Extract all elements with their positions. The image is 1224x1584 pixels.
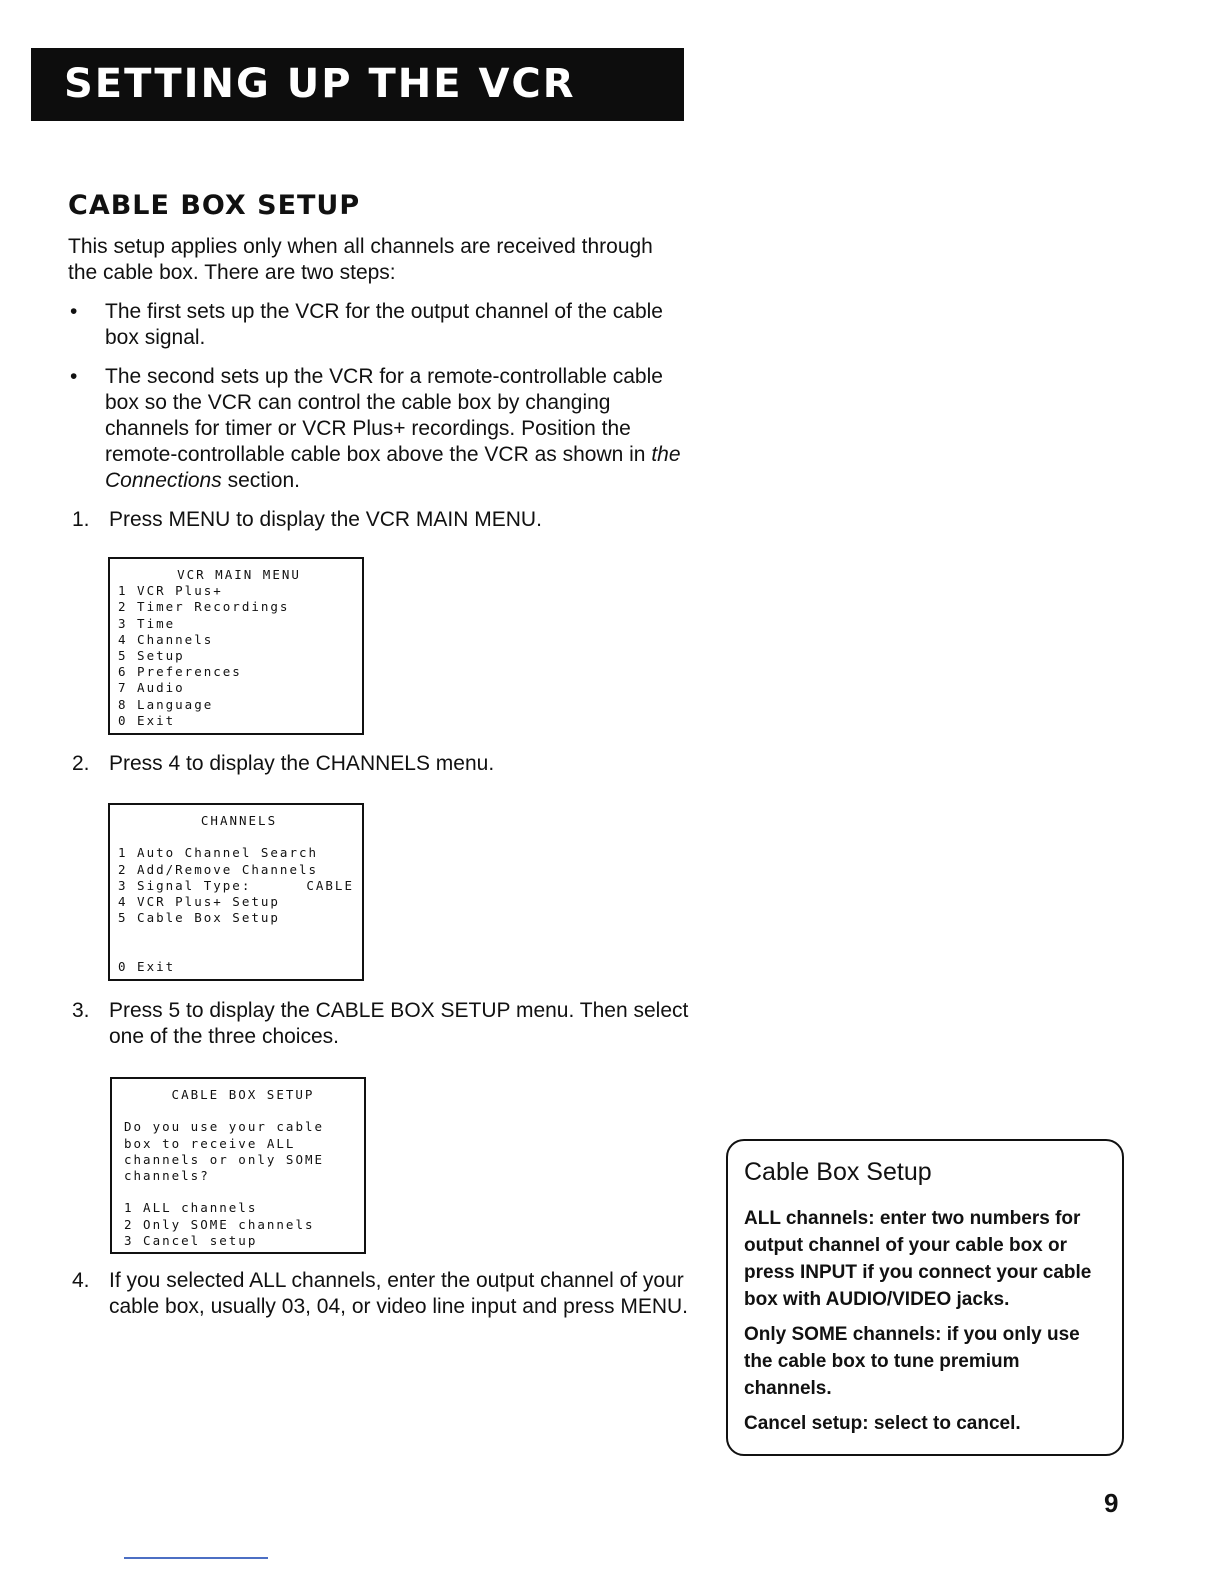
menu-item: 4 VCR Plus+ Setup [118, 894, 280, 909]
sidebar-paragraph: Only SOME channels: if you only use the cable box to tune premium channels. [744, 1324, 1080, 1399]
bullet-text [105, 364, 688, 494]
menu-item: 6 Preferences [118, 664, 242, 680]
step-3 [72, 998, 702, 1050]
step-number: 3. [72, 999, 90, 1022]
page-banner: SETTING UP THE VCR [31, 48, 684, 121]
menu-item: 1 VCR Plus+ [118, 583, 223, 599]
signal-type-label: 3 Signal Type: [118, 877, 252, 893]
cable-box-setup-screen [110, 1077, 366, 1254]
signal-type-value: CABLE [306, 877, 354, 893]
menu-item: 4 Channels [118, 631, 214, 647]
menu-option: 1 ALL channels [124, 1200, 258, 1216]
bullet-text: The first sets up the VCR for the output channel of the cable box signal. [105, 300, 663, 349]
menu-item: 2 Add/Remove Channels [118, 861, 319, 877]
menu-exit: 0 Exit [118, 958, 176, 974]
menu-question: Do you use your cable [124, 1119, 325, 1135]
page-number: 9 [1104, 1488, 1119, 1518]
menu-item: 2 Timer Recordings [118, 599, 290, 615]
step-text: Press MENU to display the VCR MAIN MENU. [109, 508, 542, 531]
bullet-item [68, 299, 688, 351]
menu-question: channels? [124, 1168, 210, 1183]
menu-title: CHANNELS [200, 813, 278, 828]
step-2 [72, 751, 702, 777]
menu-question: channels or only SOME [124, 1151, 325, 1167]
menu-item: 0 Exit [118, 712, 176, 728]
menu-option: 3 Cancel setup [124, 1232, 258, 1248]
bullet-dot-icon: • [70, 300, 78, 323]
vcr-main-menu-screen [108, 557, 364, 735]
bullet-text-end: section. [221, 469, 300, 492]
menu-item: 3 Time [118, 615, 176, 631]
bullet-dot-icon: • [70, 365, 78, 388]
sidebar-paragraph: Cancel setup: select to cancel. [744, 1413, 1021, 1434]
menu-item: 8 Language [118, 696, 214, 712]
menu-item: 7 Audio [118, 680, 185, 696]
step-number: 4. [72, 1269, 90, 1292]
menu-item: 1 Auto Channel Search [118, 845, 319, 861]
channels-menu-screen [108, 803, 364, 981]
menu-title: CABLE BOX SETUP [171, 1087, 315, 1102]
menu-item [118, 878, 354, 894]
intro-paragraph: This setup applies only when all channels are received through the cable box. There are two steps: [68, 235, 653, 284]
step-text: If you selected ALL channels, enter the output channel of your cable box, usually 03, 04, or video line input and press MENU. [109, 1269, 688, 1318]
menu-question: box to receive ALL [124, 1135, 296, 1151]
step-number: 1. [72, 508, 90, 531]
step-text: Press 5 to display the CABLE BOX SETUP menu. Then select one of the three choices. [109, 999, 689, 1048]
bullet-text-start: The second sets up the VCR for a remote-controllable cable box so the VCR can control the cable box by changing channels for timer or VCR Plus+ recordings. Position the remote-controllable cable box above the VCR as shown in [105, 365, 663, 466]
divider [124, 1557, 268, 1559]
connections-reference: the Connections [105, 443, 681, 492]
cable-box-setup-sidebar [726, 1139, 1124, 1456]
menu-option: 2 Only SOME channels [124, 1216, 315, 1232]
step-1 [72, 507, 702, 533]
step-4 [72, 1268, 702, 1320]
menu-title: VCR MAIN MENU [177, 567, 301, 582]
sidebar-paragraph: ALL channels: enter two numbers for output channel of your cable box or press INPUT if you connect your cable box with AUDIO/VIDEO jacks. [744, 1208, 1092, 1310]
menu-item: 5 Cable Box Setup [118, 910, 280, 926]
step-text: Press 4 to display the CHANNELS menu. [109, 752, 495, 775]
section-heading: CABLE BOX SETUP [68, 190, 361, 221]
step-number: 2. [72, 752, 90, 775]
sidebar-title: Cable Box Setup [744, 1158, 932, 1186]
menu-item: 5 Setup [118, 648, 185, 664]
bullet-item [68, 364, 688, 494]
